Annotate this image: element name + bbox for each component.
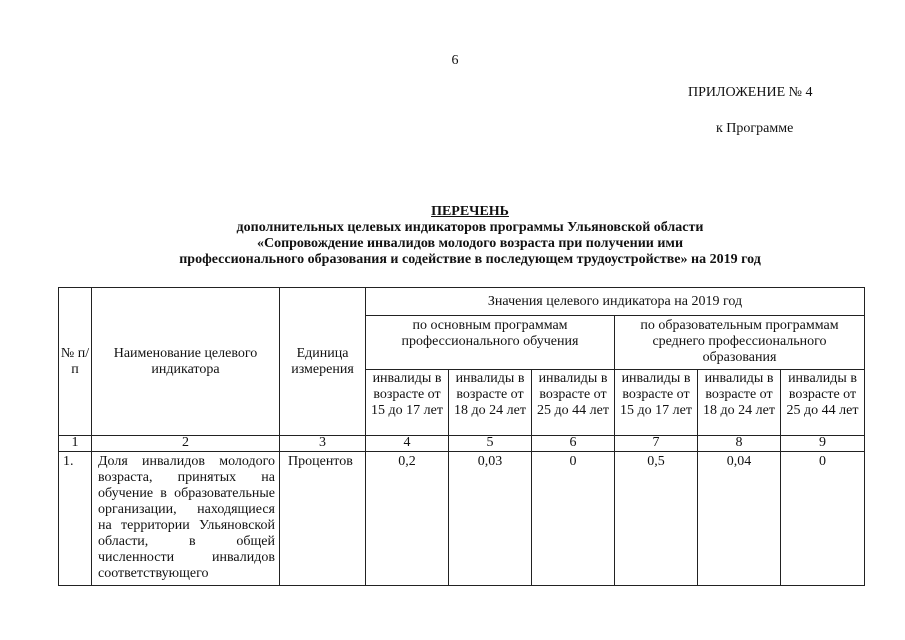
row-value-col4: 0,2 [366, 452, 449, 586]
row-unit: Процентов [280, 452, 366, 586]
column-number: 8 [698, 436, 781, 452]
row-value-col7: 0,5 [615, 452, 698, 586]
table-row [59, 452, 865, 586]
document-title [120, 204, 820, 268]
row-no: 1. [59, 452, 92, 586]
row-indicator-name: Доля инвалидов молодого возраста, принятых на обучение в образовательные организации, находящиеся на территории Ульяновской области, в общей численности инвалидов соответствующего [92, 452, 280, 586]
header-age-col9: инвалиды в возрасте от 25 до 44 лет [781, 370, 865, 436]
column-number: 9 [781, 436, 865, 452]
title-line-1: ПЕРЕЧЕНЬ [431, 204, 509, 219]
column-number: 3 [280, 436, 366, 452]
header-name: Наименование целевого индикатора [92, 288, 280, 436]
page-number: 6 [451, 53, 459, 68]
title-line-4: профессионального образования и содействие в последующем трудоустройстве» на 2019 год [179, 252, 761, 267]
row-value-col8: 0,04 [698, 452, 781, 586]
header-age-col6: инвалиды в возрасте от 25 до 44 лет [532, 370, 615, 436]
header-group-training: по основным программам профессионального обучения [366, 316, 615, 370]
indicator-table-wrapper [58, 287, 865, 586]
header-age-col4: инвалиды в возрасте от 15 до 17 лет [366, 370, 449, 436]
appendix-label: ПРИЛОЖЕНИЕ № 4 [688, 85, 813, 100]
header-age-col7: инвалиды в возрасте от 15 до 17 лет [615, 370, 698, 436]
row-value-col6: 0 [532, 452, 615, 586]
column-number: 6 [532, 436, 615, 452]
title-line-3: «Сопровождение инвалидов молодого возраста при получении ими [256, 236, 684, 251]
indicator-table [58, 287, 865, 586]
header-age-col5: инвалиды в возрасте от 18 до 24 лет [449, 370, 532, 436]
header-values-title: Значения целевого индикатора на 2019 год [366, 288, 865, 316]
to-program-label: к Программе [716, 121, 794, 136]
header-no: № п/п [59, 288, 92, 436]
column-number: 2 [92, 436, 280, 452]
column-number: 5 [449, 436, 532, 452]
column-number: 1 [59, 436, 92, 452]
column-number: 7 [615, 436, 698, 452]
row-value-col5: 0,03 [449, 452, 532, 586]
title-line-2: дополнительных целевых индикаторов программы Ульяновской области [236, 220, 704, 235]
row-value-col9: 0 [781, 452, 865, 586]
header-unit: Единица измерения [280, 288, 366, 436]
header-age-col8: инвалиды в возрасте от 18 до 24 лет [698, 370, 781, 436]
column-number: 4 [366, 436, 449, 452]
header-group-spo: по образовательным программам среднего профессионального образования [615, 316, 865, 370]
